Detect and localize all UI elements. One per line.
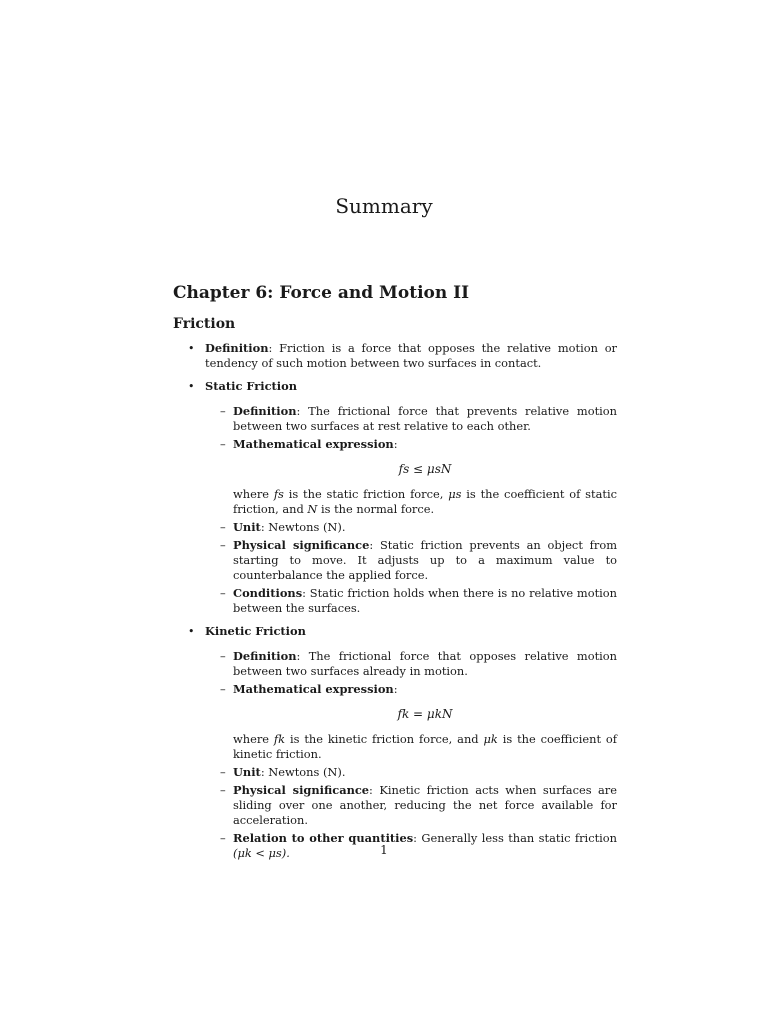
kinetic-unit-label: Unit (233, 765, 261, 779)
static-formula-explanation: where fs is the static friction force, μs is the coefficient of static friction, and N is the normal force. (233, 487, 617, 516)
bullet-icon: • (188, 625, 195, 638)
kinetic-rel-math: (μk < μs). (233, 846, 290, 860)
friction-list (173, 341, 617, 861)
static-phys-text: : Static friction prevents an object from starting to move. It adjusts up to a maximum value to counterbalance the applied force. (233, 538, 617, 582)
definition-text: : Friction is a force that opposes the relative motion or tendency of such motion between two surfaces in contact. (205, 341, 617, 370)
dash-icon: – (220, 831, 226, 845)
kinetic-friction-heading: Kinetic Friction (205, 624, 306, 638)
kinetic-math-label: Mathematical expression (233, 682, 394, 696)
dash-icon: – (220, 649, 226, 663)
static-friction-heading: Static Friction (205, 379, 297, 393)
kinetic-friction-formula: fk = μkN (397, 707, 453, 721)
list-item-kinetic-friction (173, 624, 617, 861)
page-title: Summary (335, 194, 433, 218)
dash-icon: – (220, 765, 226, 779)
kinetic-definition-text: : The frictional force that opposes relative motion between two surfaces already in motion. (233, 649, 617, 678)
chapter-heading: Chapter 6: Force and Motion II (173, 283, 470, 303)
static-physical-significance-item (205, 538, 617, 583)
kinetic-definition-label: Definition (233, 649, 297, 663)
kinetic-friction-sublist (205, 649, 617, 861)
kinetic-math-colon: : (393, 682, 398, 696)
kinetic-formula-explanation: where fk is the kinetic friction force, and μk is the coefficient of kinetic friction. (233, 732, 617, 761)
static-friction-sublist (205, 404, 617, 616)
static-conditions-item (205, 586, 617, 616)
dash-icon: – (220, 538, 226, 552)
kinetic-definition-item (205, 649, 617, 679)
kinetic-physical-significance-item (205, 783, 617, 828)
dash-icon: – (220, 783, 226, 797)
static-definition-label: Definition (233, 404, 297, 418)
friction-content (173, 341, 617, 869)
kinetic-phys-text: : Kinetic friction acts when surfaces are sliding over one another, reducing the net force available for acceleration. (233, 783, 617, 827)
list-item-static-friction (173, 379, 617, 616)
dash-icon: – (220, 404, 226, 418)
static-definition-text: : The frictional force that prevents relative motion between two surfaces at rest relative to each other. (233, 404, 617, 433)
static-unit-text: : Newtons (N). (260, 520, 346, 534)
static-phys-label: Physical significance (233, 538, 370, 552)
static-unit-label: Unit (233, 520, 261, 534)
static-math-label: Mathematical expression (233, 437, 394, 451)
section-heading: Friction (173, 316, 236, 332)
static-cond-text: : Static friction holds when there is no relative motion between the surfaces. (233, 586, 617, 615)
static-unit-item (205, 520, 617, 535)
dash-icon: – (220, 586, 226, 600)
static-math-colon: : (393, 437, 398, 451)
bullet-icon: • (188, 380, 195, 393)
bullet-icon: • (188, 342, 195, 355)
page-number: 1 (380, 843, 388, 857)
kinetic-phys-label: Physical significance (233, 783, 370, 797)
kinetic-rel-text: : Generally less than static friction (413, 831, 617, 845)
dash-icon: – (220, 682, 226, 696)
kinetic-rel-label: Relation to other quantities (233, 831, 414, 845)
dash-icon: – (220, 437, 226, 451)
list-item-definition (173, 341, 617, 371)
kinetic-unit-text: : Newtons (N). (260, 765, 346, 779)
kinetic-unit-item (205, 765, 617, 780)
static-friction-formula: fs ≤ μsN (398, 462, 452, 476)
static-definition-item (205, 404, 617, 434)
definition-label: Definition (205, 341, 269, 355)
dash-icon: – (220, 520, 226, 534)
kinetic-math-item (205, 682, 617, 762)
static-cond-label: Conditions (233, 586, 303, 600)
static-math-item (205, 437, 617, 517)
